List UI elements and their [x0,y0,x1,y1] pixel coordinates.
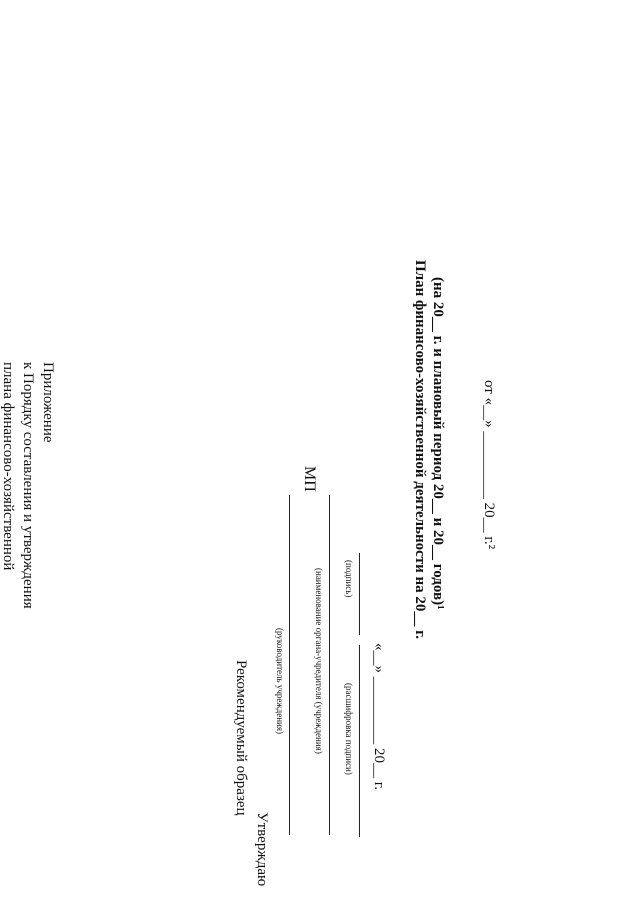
decoding-line [359,645,360,837]
stamp-place-label: МП [301,466,318,492]
plan-title-line-1: План финансово-хозяйственной деятельности на 20__ г. [412,260,428,640]
founder-name-line [329,495,330,835]
approve-label: Утверждаю [254,812,270,887]
appendix-line-2: к Порядку составления и утверждения [20,362,36,609]
approval-date: «__» _________ 20__ г. [371,643,387,790]
appendix-block [0,362,57,762]
recommended-sample-label: Рекомендуемый образец [233,660,249,816]
decoding-caption: (расшифровка подписи) [344,683,354,775]
appendix-line-1: Приложение [40,362,56,443]
head-signature-line [289,495,290,835]
signature-line [359,553,360,635]
appendix-line-3: плана финансово-хозяйственной [0,362,16,571]
plan-title-line-2: (на 20__ г. и плановый период 20__ и 20__ годов)¹ [430,277,446,610]
signature-caption: (подпись) [344,560,354,598]
head-caption: (руководитель учреждения) [275,628,285,734]
plan-date: от «__» _________ 20__ г.² [481,380,497,550]
founder-caption: (наименование органа-учредителя (учреждения) [314,568,324,754]
